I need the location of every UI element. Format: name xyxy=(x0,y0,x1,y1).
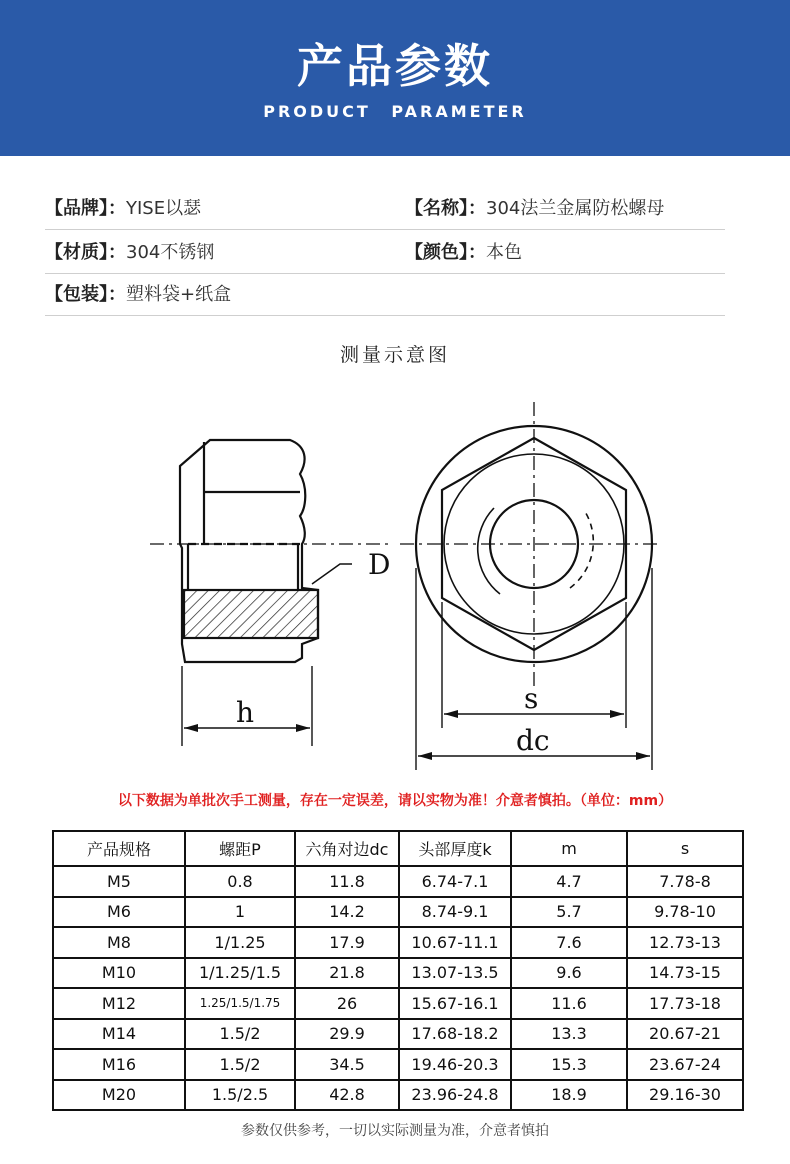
spec-material xyxy=(45,238,214,264)
table-cell: 17.68-18.2 xyxy=(399,1019,511,1050)
table-cell: 14.73-15 xyxy=(627,958,743,989)
table-cell: M12 xyxy=(53,988,185,1019)
spec-row-3 xyxy=(45,272,725,316)
table-cell: 17.73-18 xyxy=(627,988,743,1019)
table-cell: 42.8 xyxy=(295,1080,399,1111)
table-cell: 15.3 xyxy=(511,1049,627,1080)
table-cell: 20.67-21 xyxy=(627,1019,743,1050)
table-cell: 23.96-24.8 xyxy=(399,1080,511,1111)
spec-package-value: 塑料袋+纸盒 xyxy=(126,284,232,305)
table-cell: M6 xyxy=(53,897,185,928)
table-cell: 12.73-13 xyxy=(627,927,743,958)
table-cell: 0.8 xyxy=(185,866,295,897)
table-cell: M10 xyxy=(53,958,185,989)
spec-name xyxy=(405,194,664,220)
table-cell: 1.5/2 xyxy=(185,1019,295,1050)
spec-table xyxy=(52,830,744,1111)
table-cell: 5.7 xyxy=(511,897,627,928)
table-cell: 23.67-24 xyxy=(627,1049,743,1080)
spec-brand-label: 【品牌】： xyxy=(45,198,126,219)
table-row xyxy=(53,1049,743,1080)
table-cell: 21.8 xyxy=(295,958,399,989)
table-cell: 1/1.25/1.5 xyxy=(185,958,295,989)
table-cell: 7.78-8 xyxy=(627,866,743,897)
spec-color-value: 本色 xyxy=(486,242,522,263)
spec-brand-value: YISE以瑟 xyxy=(126,198,202,219)
spec-name-label: 【名称】： xyxy=(405,198,486,219)
table-cell: 4.7 xyxy=(511,866,627,897)
d-leader xyxy=(312,564,352,584)
header-cell: 六角对边dc xyxy=(295,831,399,866)
table-row xyxy=(53,958,743,989)
spec-row-2 xyxy=(45,230,725,274)
page-title: 产品参数 xyxy=(297,39,493,93)
table-row xyxy=(53,897,743,928)
spec-package xyxy=(45,280,231,306)
table-cell: M20 xyxy=(53,1080,185,1111)
table-row xyxy=(53,866,743,897)
table-cell: M14 xyxy=(53,1019,185,1050)
measurement-notice: 以下数据为单批次手工测量，存在一定误差，请以实物为准！介意者慎拍。（单位：mm） xyxy=(117,793,673,809)
header-cell: m xyxy=(511,831,627,866)
table-cell: 19.46-20.3 xyxy=(399,1049,511,1080)
table-cell: 6.74-7.1 xyxy=(399,866,511,897)
diagram-title: 测量示意图 xyxy=(339,344,450,366)
thread-arc-2 xyxy=(570,510,593,588)
table-cell: 29.9 xyxy=(295,1019,399,1050)
table-header-row xyxy=(53,831,743,866)
table-cell: 18.9 xyxy=(511,1080,627,1111)
table-cell: M16 xyxy=(53,1049,185,1080)
table-cell: 9.6 xyxy=(511,958,627,989)
table-cell: 13.07-13.5 xyxy=(399,958,511,989)
table-row xyxy=(53,927,743,958)
spec-color xyxy=(405,238,522,264)
table-row xyxy=(53,1019,743,1050)
spec-brand xyxy=(45,194,201,220)
table-cell: 11.6 xyxy=(511,988,627,1019)
table-cell: 1 xyxy=(185,897,295,928)
page-subtitle: PRODUCT PARAMETER xyxy=(263,102,527,121)
table-cell: 1/1.25 xyxy=(185,927,295,958)
measurement-diagram xyxy=(140,398,660,778)
label-dc: dc xyxy=(516,724,550,757)
table-cell: 1.5/2.5 xyxy=(185,1080,295,1111)
spec-row-1 xyxy=(45,186,725,230)
spec-material-value: 304不锈钢 xyxy=(126,242,215,263)
table-cell: 11.8 xyxy=(295,866,399,897)
table-cell: 9.78-10 xyxy=(627,897,743,928)
header-banner xyxy=(0,0,790,156)
disclaimer-note: 参数仅供参考，一切以实际测量为准，介意者慎拍 xyxy=(241,1123,549,1139)
table-cell: 34.5 xyxy=(295,1049,399,1080)
table-cell: 17.9 xyxy=(295,927,399,958)
table-cell: 29.16-30 xyxy=(627,1080,743,1111)
table-row xyxy=(53,988,743,1019)
header-cell: 头部厚度k xyxy=(399,831,511,866)
table-cell: 1.25/1.5/1.75 xyxy=(185,988,295,1019)
spec-package-label: 【包装】： xyxy=(45,284,126,305)
spec-color-label: 【颜色】： xyxy=(405,242,486,263)
table-cell: 8.74-9.1 xyxy=(399,897,511,928)
label-s: s xyxy=(524,682,539,715)
table-cell: 15.67-16.1 xyxy=(399,988,511,1019)
label-h: h xyxy=(236,696,255,729)
side-view xyxy=(150,440,390,746)
header-cell: s xyxy=(627,831,743,866)
table-cell: M5 xyxy=(53,866,185,897)
header-cell: 螺距P xyxy=(185,831,295,866)
table-cell: 26 xyxy=(295,988,399,1019)
header-cell: 产品规格 xyxy=(53,831,185,866)
front-view xyxy=(400,402,660,770)
table-cell: 14.2 xyxy=(295,897,399,928)
spec-name-value: 304法兰金属防松螺母 xyxy=(486,198,665,219)
table-cell: 13.3 xyxy=(511,1019,627,1050)
table-cell: M8 xyxy=(53,927,185,958)
table-row xyxy=(53,1080,743,1111)
table-cell: 1.5/2 xyxy=(185,1049,295,1080)
spec-material-label: 【材质】： xyxy=(45,242,126,263)
table-cell: 7.6 xyxy=(511,927,627,958)
flange-section xyxy=(184,590,318,638)
table-cell: 10.67-11.1 xyxy=(399,927,511,958)
label-D: D xyxy=(368,548,391,581)
